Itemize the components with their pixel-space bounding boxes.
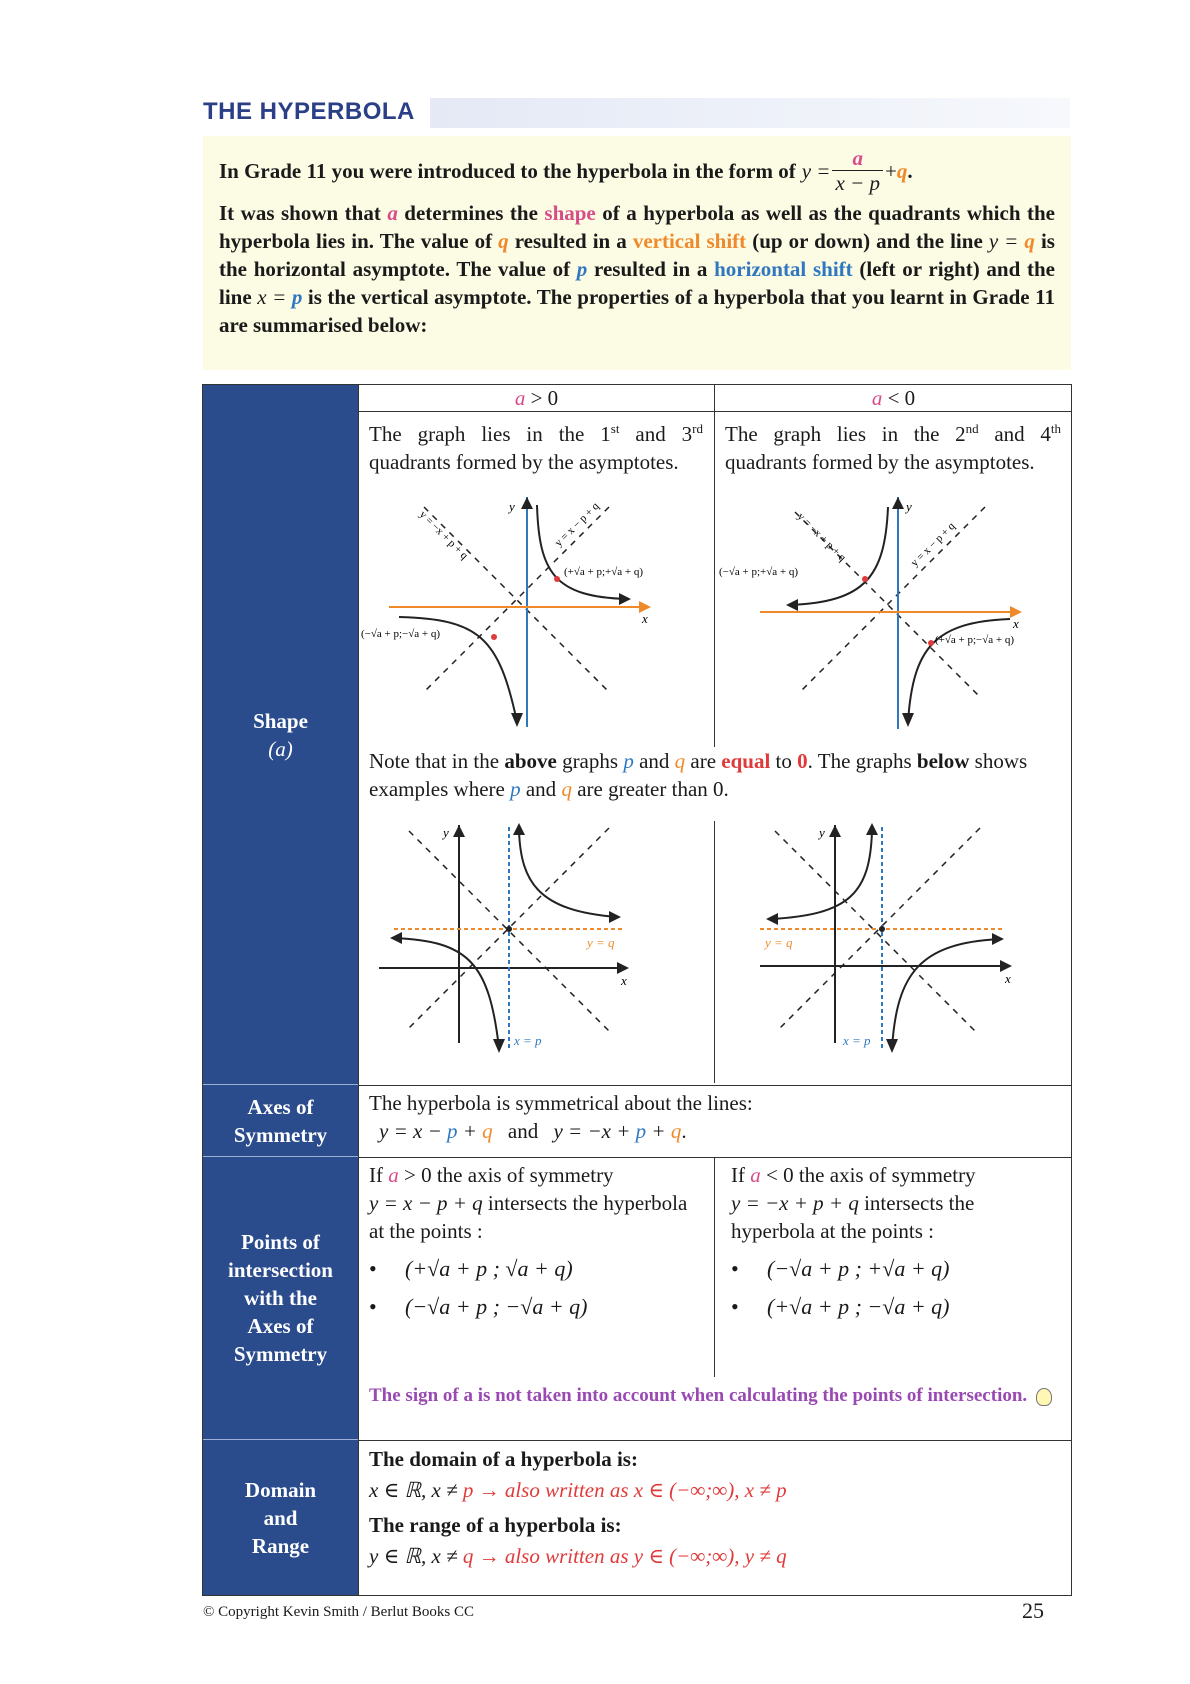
point-item: • (−√a + p ; +√a + q) <box>731 1256 950 1281</box>
intro-text: In Grade 11 you were introduced to the hyperbola in the form of <box>219 158 796 183</box>
intersection-point <box>928 640 934 646</box>
centre-point <box>879 926 885 932</box>
arrow-head <box>619 593 631 605</box>
asymptote-label: y = −x + p + q <box>416 508 471 562</box>
arrow-head <box>992 933 1004 945</box>
arrow-head <box>493 1039 505 1053</box>
hyperbola-branch <box>892 939 1000 1048</box>
graph-a-positive-origin <box>359 497 714 747</box>
x-axis-label: x <box>642 611 648 626</box>
arrow-head <box>902 713 914 727</box>
y-axis-label: y <box>819 825 825 840</box>
graph-a-positive-shifted <box>359 823 714 1073</box>
graph-a-negative-origin <box>715 497 1072 747</box>
arrow-head <box>453 825 465 837</box>
axes-of-symmetry-text: The hyperbola is symmetrical about the lines: y = x − p + q and y = −x + p + q. <box>369 1091 753 1143</box>
title-band <box>430 98 1070 128</box>
arrow-head <box>513 823 525 835</box>
arrow-head <box>786 599 798 611</box>
point-label: (−√a + p;−√a + q) <box>361 628 441 640</box>
shape-text-a-positive: The graph lies in the 1st and 3rd quadrants formed by the asymptotes. <box>369 421 703 474</box>
shape-text-a-negative: The graph lies in the 2nd and 4th quadrants formed by the asymptotes. <box>725 421 1061 474</box>
graph-a-negative-shifted <box>715 823 1072 1073</box>
point-item: • (+√a + p ; −√a + q) <box>731 1294 950 1319</box>
intro-paragraph-1 <box>219 146 1055 195</box>
row-label-domain: Domain and Range <box>203 1440 358 1595</box>
point-item: • (−√a + p ; −√a + q) <box>369 1294 588 1319</box>
centre-point <box>506 926 512 932</box>
arrow-head <box>511 713 523 727</box>
formula-plus: + <box>884 158 897 183</box>
asymptote-label: y = −x + p + q <box>794 510 849 564</box>
horizontal-asymptote-label: y = q <box>587 935 615 950</box>
point-item: • (+√a + p ; √a + q) <box>369 1256 573 1281</box>
formula-fraction <box>832 146 883 195</box>
properties-table <box>202 384 1072 1596</box>
row-label-points: Points of intersection with the Axes of Symmetry <box>203 1157 358 1440</box>
intro-paragraph-2: It was shown that a determines the shape of a hyperbola as well as the quadrants which the hyperbola lies in. The value of q resulted in a vertical shift (up or down) and the line y = q is the horizontal asymptote. The value of p resulted in a horizontal shift (left or right) and the line x = p is the vertical asymptote. The properties of a hyperbola that you learnt in Grade 11 are summarised below: <box>219 201 1055 337</box>
vertical-asymptote-label: x = p <box>843 1033 871 1048</box>
domain-range-text: The domain of a hyperbola is: x ∈ ℝ, x ≠ p → also written as x ∈ (−∞;∞), x ≠ p The range of a hyperbola is: y ∈ ℝ, x ≠ q → also written as y ∈ (−∞;∞), y ≠ q <box>369 1447 787 1568</box>
page-title: THE HYPERBOLA <box>203 98 415 125</box>
point-label: (−√a + p;+√a + q) <box>719 566 799 578</box>
arrow-head <box>390 932 402 944</box>
arrow-head <box>886 1039 898 1053</box>
hyperbola-branch <box>394 938 499 1048</box>
intersection-point <box>554 576 560 582</box>
grid-line <box>358 411 1072 412</box>
horizontal-asymptote-label: y = q <box>765 935 793 950</box>
row-label-shape: Shape (a) <box>203 385 358 1085</box>
asymptote-line <box>775 831 975 1031</box>
page-number: 25 <box>1022 1598 1044 1623</box>
intersection-point <box>491 634 497 640</box>
formula-q: q <box>896 158 908 183</box>
column-header-a-positive: a > 0 <box>514 386 559 410</box>
lightbulb-icon <box>1036 1388 1052 1406</box>
y-axis-label: y <box>509 499 515 514</box>
point-label: (+√a + p;−√a + q) <box>935 634 1015 646</box>
graphs-note: Note that in the above graphs p and q are equal to 0. The graphs below shows examples where p and q are greater than 0. <box>369 749 1028 801</box>
formula-y: y = <box>801 158 831 183</box>
vertical-asymptote-label: x = p <box>514 1033 542 1048</box>
asymptote-label: y = x − p + q <box>908 520 958 570</box>
arrow-head <box>892 497 904 509</box>
x-axis-label: x <box>1005 971 1011 986</box>
formula-denominator: x − p <box>835 171 880 195</box>
grid-line <box>714 1157 715 1377</box>
points-note: The sign of a is not taken into account when calculating the points of intersection. <box>369 1383 1064 1409</box>
arrow-head <box>609 911 621 923</box>
row-label-axes: Axes of Symmetry <box>203 1085 358 1157</box>
arrow-head <box>866 823 878 835</box>
grid-line <box>358 1085 1072 1086</box>
hyperbola-branch <box>770 831 872 919</box>
x-axis-label: x <box>621 973 627 988</box>
arrow-head <box>521 497 533 509</box>
arrow-head <box>766 913 778 925</box>
copyright: © Copyright Kevin Smith / Berlut Books CC <box>203 1604 474 1620</box>
intro-box <box>203 136 1071 370</box>
points-a-negative: If a < 0 the axis of symmetry y = −x + p + q intersects the hyperbola at the points : • (−√a + p ; +√a + q) • (+√a + p ; −√a + q) <box>731 1161 1061 1321</box>
point-label: (+√a + p;+√a + q) <box>564 566 644 578</box>
grid-line <box>358 1157 1072 1158</box>
points-a-positive: If a > 0 the axis of symmetry y = x − p + q intersects the hyperbola at the points : • (+√a + p ; √a + q) • (−√a + p ; −√a + q) <box>369 1161 704 1321</box>
formula-numerator: a <box>832 146 883 171</box>
hyperbola-branch <box>519 831 617 917</box>
y-axis-label: y <box>906 499 912 514</box>
formula-end: . <box>907 158 913 183</box>
column-header-a-negative: a < 0 <box>871 386 916 410</box>
grid-line <box>358 1440 1072 1441</box>
intersection-point <box>862 576 868 582</box>
y-axis-label: y <box>443 825 449 840</box>
asymptote-label: y = x − p + q <box>552 500 602 550</box>
arrow-head <box>829 825 841 837</box>
x-axis-label: x <box>1013 616 1019 631</box>
